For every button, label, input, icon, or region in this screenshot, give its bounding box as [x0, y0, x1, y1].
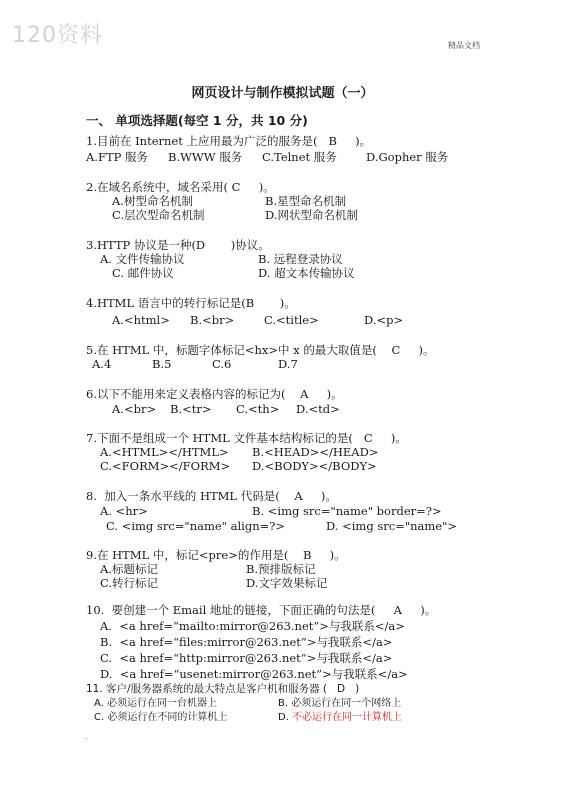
question-9-option-d: D.文字效果标记	[246, 576, 328, 590]
watermark-logo: 120资料	[12, 23, 103, 48]
question-1-stem: 1.目前在 Internet 上应用最为广泛的服务是( B )。	[86, 134, 372, 148]
question-8-stem: 8. 加入一条水平线的 HTML 代码是( A )。	[86, 489, 337, 503]
header-label: 精品文档	[448, 41, 480, 50]
question-6-option-d: D.<td>	[296, 402, 340, 416]
question-9-option-a: A.标题标记	[100, 562, 158, 576]
question-7-option-c: C.<FORM></FORM>	[100, 459, 231, 473]
question-5-option-a: A.4	[92, 357, 112, 371]
question-8-option-b: B. <img src="name" border=?>	[252, 504, 442, 518]
question-10-option-d: D. <a href=“usenet:mirror@263.net”>与我联系</a>	[100, 667, 408, 681]
question-10-option-a: A. <a href=“mailto:mirror@263.net”>与我联系</a>	[100, 619, 405, 633]
question-9-option-c: C.转行标记	[100, 576, 159, 590]
question-4-option-d: D.<p>	[364, 313, 404, 327]
question-8-option-a: A. <hr>	[100, 504, 148, 518]
question-5-option-d: D.7	[278, 357, 298, 371]
question-11-option-d	[278, 711, 402, 725]
question-4-option-b: B.<br>	[190, 313, 235, 327]
question-7-stem: 7.下面不是组成一个 HTML 文件基本结构标记的是( C )。	[86, 431, 407, 445]
question-9-option-b: B.预排版标记	[246, 562, 316, 576]
question-11-option-b: B. 必须运行在同一个网络上	[278, 698, 402, 709]
question-11-option-d-highlight: 不必运行在同一计算机上	[292, 712, 403, 723]
question-10-option-b: B. <a href=“files:mirror@263.net”>与我联系</a>	[100, 635, 393, 649]
question-4-option-c: C.<title>	[264, 313, 319, 327]
question-8-option-c: C. <img src="name" align=?>	[106, 519, 286, 533]
question-2-option-a: A.树型命名机制	[112, 194, 193, 208]
question-8-option-d: D. <img src="name">	[326, 519, 458, 533]
question-3-option-b: B. 远程登录协议	[258, 252, 343, 266]
question-11-option-c: C. 必须运行在不同的计算机上	[94, 712, 228, 723]
page-title: 网页设计与制作模拟试题（一）	[191, 86, 374, 101]
question-9-stem: 9.在 HTML 中，标记<pre>的作用是( B )。	[86, 548, 346, 562]
question-1-option-a: A.FTP 服务	[86, 150, 149, 164]
question-11-option-a: A. 必须运行在同一台机器上	[94, 698, 218, 709]
question-3-stem: 3.HTTP 协议是一种(D )协议。	[86, 238, 270, 252]
question-2-option-b: B.星型命名机制	[265, 194, 347, 208]
question-10-stem: 10. 要创建一个 Email 地址的链接，下面正确的句法是( A )。	[86, 603, 437, 617]
question-6-option-b: B.<tr>	[170, 402, 212, 416]
question-7-option-d: D.<BODY></BODY>	[252, 459, 377, 473]
question-5-stem: 5.在 HTML 中，标题字体标记<hx>中 x 的最大取值是( C )。	[86, 343, 435, 357]
question-10-option-c: C. <a href=“http:mirror@263.net”>与我联系</a>	[100, 651, 393, 665]
question-6-stem: 6.以下不能用来定义表格内容的标记为( A )。	[86, 387, 343, 401]
question-5-option-b: B.5	[152, 357, 172, 371]
footer-dot: .	[85, 732, 88, 741]
question-3-option-c: C. 邮件协议	[112, 266, 174, 280]
question-1-option-c: C.Telnet 服务	[262, 150, 337, 164]
question-3-option-d: D. 超文本传输协议	[258, 266, 355, 280]
question-2-option-c: C.层次型命名机制	[112, 208, 205, 222]
question-6-option-a: A.<br>	[112, 402, 157, 416]
question-7-option-b: B.<HEAD></HEAD>	[252, 445, 379, 459]
question-5-option-c: C.6	[212, 357, 232, 371]
section-heading: 一、 单项选择题(每空 1 分，共 10 分)	[86, 113, 308, 128]
question-4-option-a: A.<html>	[112, 313, 170, 327]
question-1-option-d: D.Gopher 服务	[366, 150, 449, 164]
question-11-option-d-prefix: D.	[278, 712, 293, 723]
question-2-stem: 2.在域名系统中，域名采用( C )。	[86, 180, 275, 194]
question-4-stem: 4.HTML 语言中的转行标记是(B )。	[86, 296, 296, 310]
question-3-option-a: A. 文件传输协议	[100, 252, 185, 266]
question-7-option-a: A.<HTML></HTML>	[100, 445, 229, 459]
question-11-stem: 11. 客户/服务器系统的最大特点是客户机和服务器 ( D )	[86, 683, 360, 695]
question-6-option-c: C.<th>	[236, 402, 280, 416]
question-1-option-b: B.WWW 服务	[168, 150, 243, 164]
question-2-option-d: D.网状型命名机制	[265, 208, 358, 222]
